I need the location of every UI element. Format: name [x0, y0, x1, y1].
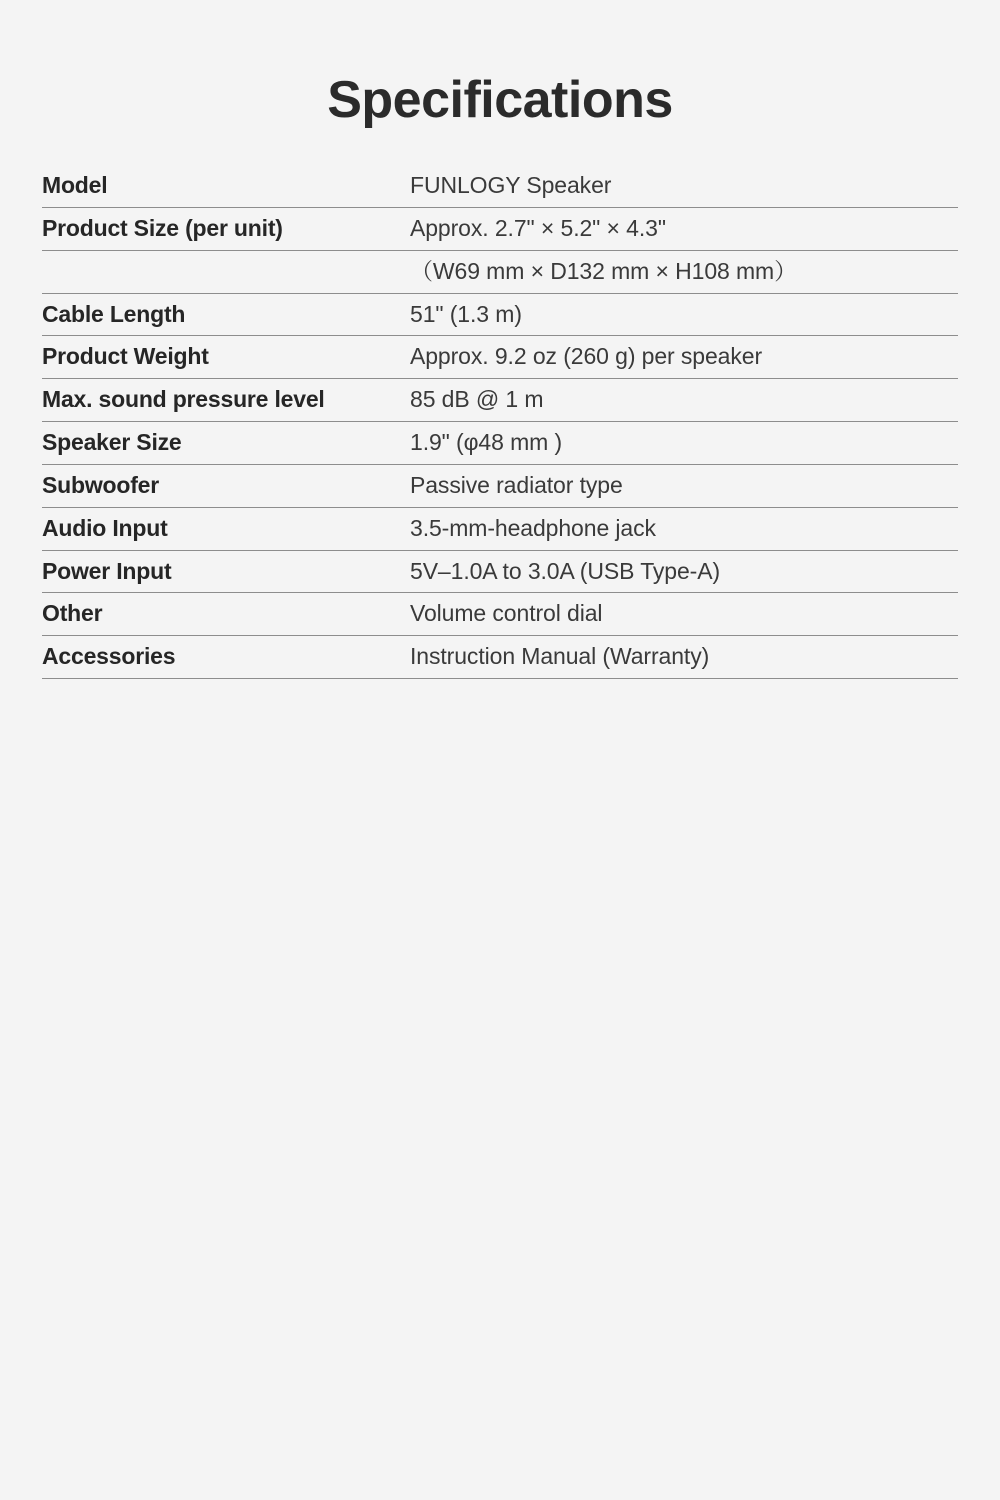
spec-label: Product Size (per unit)	[42, 215, 283, 241]
spec-value: 3.5-mm-headphone jack	[410, 514, 656, 541]
table-row	[42, 464, 958, 507]
spec-label: Cable Length	[42, 300, 186, 327]
spec-value: 5V–1.0A to 3.0A (USB Type-A)	[410, 557, 721, 584]
table-row	[42, 422, 958, 465]
spec-label: Product Weight	[42, 343, 209, 370]
page-title: Specifications	[327, 71, 673, 129]
spec-value: Approx. 2.7" × 5.2" × 4.3"	[410, 215, 666, 241]
spec-label: Power Input	[42, 557, 172, 584]
spec-label: Max. sound pressure level	[42, 386, 325, 413]
table-row	[42, 550, 958, 593]
table-row	[42, 636, 958, 679]
spec-label	[42, 250, 410, 293]
table-row	[42, 336, 958, 379]
spec-value: 1.9" (φ48 mm )	[410, 429, 563, 456]
spec-value: Approx. 9.2 oz (260 g) per speaker	[410, 343, 763, 370]
spec-label: Accessories	[42, 643, 176, 670]
table-row	[42, 208, 958, 251]
spec-value: 51" (1.3 m)	[410, 300, 522, 327]
table-row	[42, 250, 958, 293]
spec-value: （W69 mm × D132 mm × H108 mm）	[410, 257, 798, 284]
spec-value: Volume control dial	[410, 600, 603, 627]
table-row	[42, 507, 958, 550]
spec-label: Subwoofer	[42, 471, 160, 498]
table-row	[42, 293, 958, 336]
table-row	[42, 165, 958, 207]
spec-label: Audio Input	[42, 514, 168, 541]
spec-value: 85 dB @ 1 m	[410, 386, 544, 413]
spec-value: Instruction Manual (Warranty)	[410, 643, 710, 670]
table-row	[42, 379, 958, 422]
spec-label: Speaker Size	[42, 429, 182, 456]
spec-value: FUNLOGY Speaker	[410, 172, 612, 199]
table-row	[42, 593, 958, 636]
spec-label: Other	[42, 600, 103, 627]
spec-value: Passive radiator type	[410, 471, 623, 498]
spec-label: Model	[42, 172, 108, 199]
specifications-table	[42, 165, 958, 679]
